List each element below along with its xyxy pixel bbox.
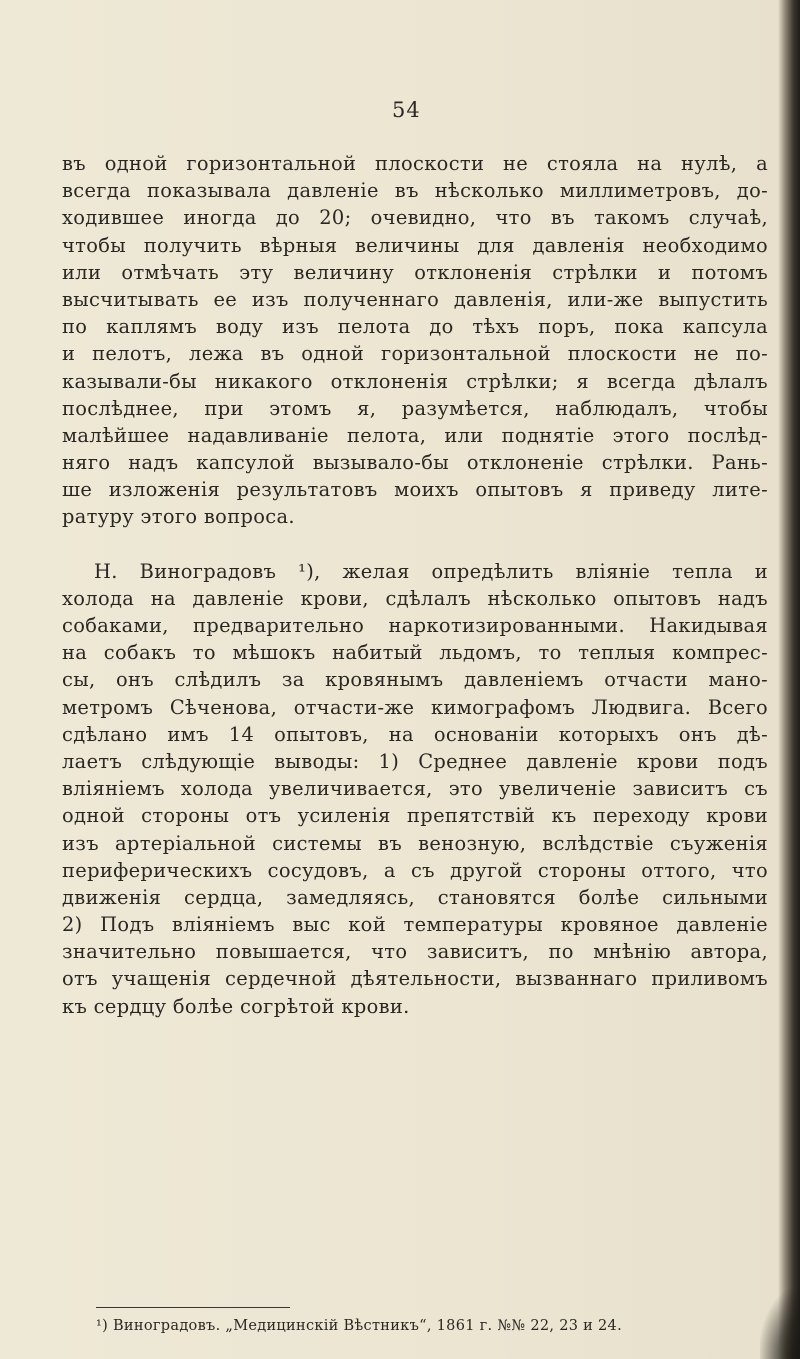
text-line: въ одной горизонтальной плоскости не стояла на нулѣ, а [62, 152, 768, 175]
text-line: 2) Подъ вліяніемъ выс кой температуры кровяное давленіе [62, 913, 768, 937]
text-line: сы, онъ слѣдилъ за кровянымъ давленіемъ отчасти мано- [62, 668, 768, 692]
text-line: послѣднее, при этомъ я, разумѣется, наблюдалъ, чтобы [62, 396, 768, 420]
text-line: чтобы получить вѣрныя величины для давленія необходимо [62, 233, 768, 257]
text-line: метромъ Сѣченова, отчасти-же кимографомъ Людвига. Всего [62, 695, 768, 719]
page-corner-shadow [760, 1289, 800, 1359]
text-line: къ сердцу болѣе согрѣтой крови. [62, 994, 410, 1018]
text-line: одной стороны отъ усиленія препятствій къ переходу крови [62, 804, 768, 828]
paragraph-gap [62, 531, 768, 558]
text-line: высчитывать ее изъ полученнаго давленія, или-же выпустить [62, 287, 768, 311]
text-line: холода на давленіе крови, сдѣлалъ нѣсколько опытовъ надъ [62, 586, 768, 610]
text-line: значительно повышается, что зависитъ, по мнѣнію автора, [62, 940, 768, 964]
text-line: ше изложенія результатовъ моихъ опытовъ я приведу лите- [62, 478, 768, 502]
footnote-divider [96, 1307, 290, 1308]
paragraph-2 [62, 558, 768, 1020]
text-line: няго надъ капсулой вызывало-бы отклоненіе стрѣлки. Рань- [62, 451, 768, 475]
text-line: сдѣлано имъ 14 опытовъ, на основаніи которыхъ онъ дѣ- [62, 722, 768, 746]
text-line: всегда показывала давленіе въ нѣсколько миллиметровъ, до- [62, 179, 768, 203]
text-line: и пелотъ, лежа въ одной горизонтальной плоскости не по- [62, 342, 768, 366]
body-text [62, 150, 768, 1020]
text-line: лаетъ слѣдующіе выводы: 1) Среднее давленіе крови подъ [62, 749, 768, 773]
text-line: отъ учащенія сердечной дѣятельности, вызваннаго приливомъ [62, 967, 768, 991]
text-line: ратуру этого вопроса. [62, 505, 295, 529]
text-line: ходившее иногда до 20; очевидно, что въ такомъ случаѣ, [62, 206, 768, 230]
page-number: 54 [392, 98, 421, 122]
text-line: периферическихъ сосудовъ, а съ другой стороны оттого, что [62, 858, 768, 882]
text-line: Н. Виноградовъ ¹), желая опредѣлить вліяніе тепла и [94, 559, 768, 583]
text-line: изъ артеріальной системы въ венозную, вслѣдствіе съуженія [62, 831, 768, 855]
page-edge-shadow [778, 0, 800, 1359]
text-line: казывали-бы никакого отклоненія стрѣлки; я всегда дѣлалъ [62, 369, 768, 393]
footnote: ¹) Виноградовъ. „Медицинскій Вѣстникъ“, 1861 г. №№ 22, 23 и 24. [96, 1318, 622, 1334]
text-line: собаками, предварительно наркотизированными. Накидывая [62, 614, 768, 637]
paragraph-1 [62, 150, 768, 531]
text-line: на собакъ то мѣшокъ набитый льдомъ, то теплыя компрес- [62, 641, 768, 665]
text-line: малѣйшее надавливаніе пелота, или поднятіе этого послѣд- [62, 423, 768, 447]
text-line: вліяніемъ холода увеличивается, это увеличеніе зависитъ съ [62, 777, 768, 801]
text-line: или отмѣчать эту величину отклоненія стрѣлки и потомъ [62, 260, 768, 284]
text-line: по каплямъ воду изъ пелота до тѣхъ поръ, пока капсула [62, 315, 768, 339]
text-line: движенія сердца, замедляясь, становятся болѣе сильными [62, 885, 768, 909]
